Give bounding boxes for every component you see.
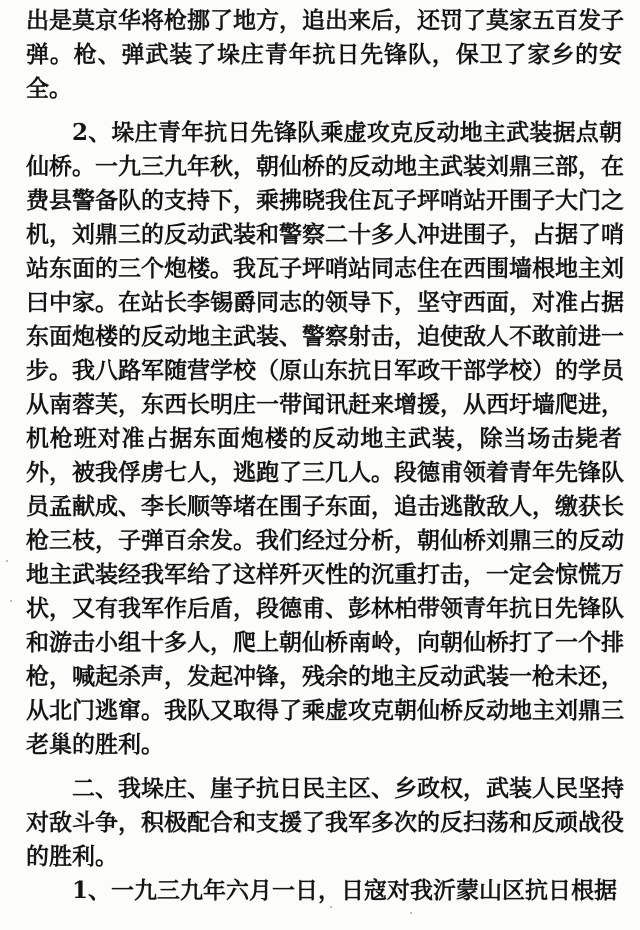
paragraph (26, 116, 622, 762)
text-line: 步。我八路军随营学校（原山东抗日军政干部学校）的学员 (26, 357, 624, 384)
text-line: 员孟献成、李长顺等堵在围子东面，追击逃散敌人，缴获长 (26, 493, 624, 520)
text-line: 费县警备队的支持下，乘拂晓我住瓦子坪哨站开围子大门之 (26, 187, 624, 214)
text-line: 站东面的三个炮楼。我瓦子坪哨站同志住在西围墙根地主刘 (26, 255, 624, 282)
text-line: 机，刘鼎三的反动武装和警察二十多人冲进围子，占据了哨 (26, 221, 624, 248)
paragraph (26, 874, 622, 908)
paragraph (26, 4, 622, 106)
scan-speck (330, 906, 332, 908)
text-line: 2、垛庄青年抗日先锋队乘虚攻克反动地主武装据点朝 (72, 119, 622, 146)
text-line: 仙桥。一九三九年秋，朝仙桥的反动地主武装刘鼎三部，在 (26, 153, 624, 180)
text-line: 对敌斗争，积极配合和支援了我军多次的反扫荡和反顽战役 (26, 809, 624, 836)
text-line: 外，被我俘虏七人，逃跑了三几人。段德甫领着青年先锋队 (26, 459, 624, 486)
text-line: 全。 (26, 75, 72, 102)
paragraph-gap (26, 106, 622, 116)
paragraph-gap (26, 762, 622, 772)
text-line: 曰中家。在站长李锡爵同志的领导下，坚守西面，对准占据 (26, 289, 624, 316)
text-line: 老巢的胜利。 (26, 731, 164, 758)
paragraph (26, 772, 622, 874)
text-line: 枪三枝，子弹百余发。我们经过分析，朝仙桥刘鼎三的反动 (26, 527, 624, 554)
text-line: 地主武装经我军给了这样歼灭性的沉重打击，一定会惊慌万 (26, 561, 624, 588)
text-line: 从北门逃窜。我队又取得了乘虚攻克朝仙桥反动地主刘鼎三 (26, 697, 624, 724)
text-line: 从南蓉芙，东西长明庄一带闻讯赶来增援，从西圩墙爬进， (26, 391, 624, 418)
text-line: 弹。枪、弹武装了垛庄青年抗日先锋队，保卫了家乡的安 (26, 41, 622, 68)
text-line: 状，又有我军作后盾，段德甫、彭林柏带领青年抗日先锋队 (26, 595, 624, 622)
scan-speck (410, 912, 412, 914)
scan-speck (6, 560, 8, 562)
text-line: 1、一九三九年六月一日，日寇对我沂蒙山区抗日根据 (72, 877, 618, 904)
scan-speck (10, 600, 12, 602)
text-line: 枪，喊起杀声，发起冲锋，残余的地主反动武装一枪未还， (26, 663, 624, 690)
text-line: 二、我垛庄、崖子抗日民主区、乡政权，武装人民坚持 (72, 775, 624, 802)
text-line: 出是莫京华将枪挪了地方，追出来后，还罚了莫家五百发子 (26, 7, 624, 34)
text-line: 的胜利。 (26, 843, 118, 870)
text-line: 和游击小组十多人，爬上朝仙桥南岭，向朝仙桥打了一个排 (26, 629, 624, 656)
document-body (26, 4, 622, 908)
text-line: 东面炮楼的反动地主武装、警察射击，迫使敌人不敢前进一 (26, 323, 624, 350)
text-line: 机枪班对准占据东面炮楼的反动地主武装，除当场击毙者 (26, 425, 622, 452)
